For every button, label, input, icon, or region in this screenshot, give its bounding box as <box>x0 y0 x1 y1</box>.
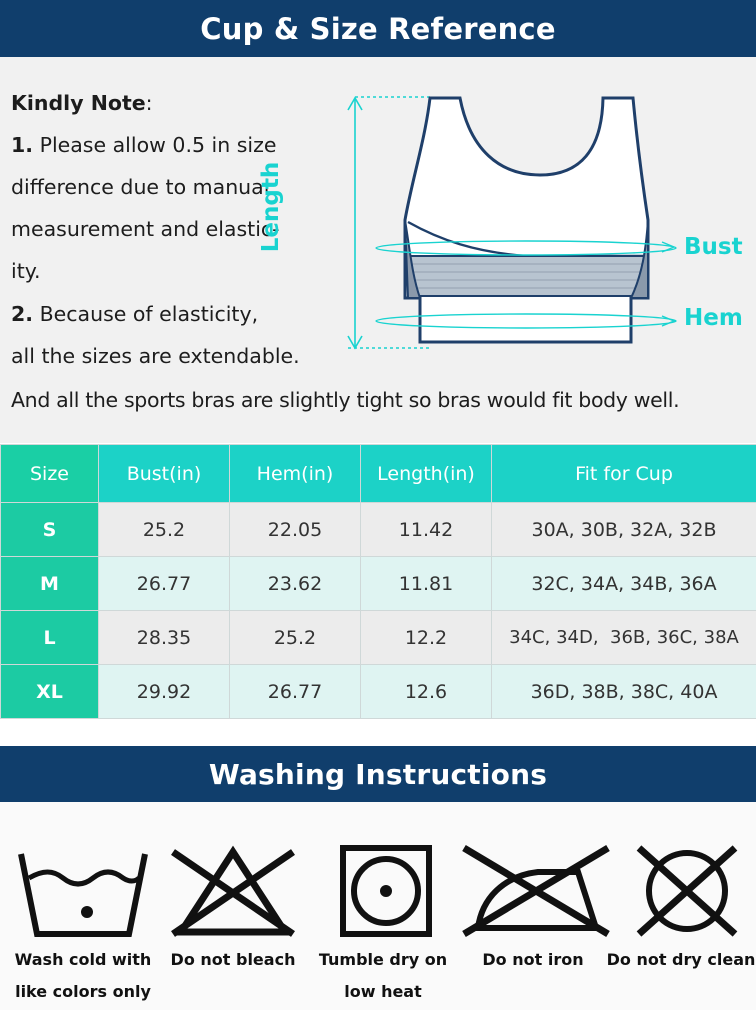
no-iron-label: Do not iron <box>482 950 584 969</box>
washing-title: Washing Instructions <box>208 757 548 791</box>
hem-cell: 26.77 <box>230 665 361 719</box>
size-cell: M <box>1 557 99 611</box>
note-line-4: ity. <box>11 259 41 283</box>
hem-cell: 22.05 <box>230 503 361 557</box>
wash-cold-label: Wash cold with like colors only <box>14 950 152 1001</box>
bust-cell: 28.35 <box>99 611 230 665</box>
bust-cell: 29.92 <box>99 665 230 719</box>
size-cell: XL <box>1 665 99 719</box>
note-line-5: 2. Because of elasticity, <box>11 302 259 326</box>
wash-item <box>308 842 458 938</box>
length-cell: 11.81 <box>361 557 492 611</box>
note-line-3: measurement and elastic- <box>11 217 280 241</box>
note-heading: Kindly Note: <box>11 91 153 115</box>
no-iron-icon <box>458 842 613 938</box>
table-row <box>1 665 756 719</box>
page-title-banner <box>0 0 756 57</box>
no-bleach-label: Do not bleach <box>170 950 296 969</box>
washing-banner <box>0 746 756 802</box>
no-dry-clean-label: Do not dry clean <box>606 950 756 969</box>
note-line-7: And all the sports bras are slightly tight so bras would fit body well. <box>11 388 680 412</box>
wash-item <box>612 842 756 938</box>
size-cell: L <box>1 611 99 665</box>
wash-item <box>8 842 158 938</box>
cup-cell: 36D, 38B, 38C, 40A <box>492 665 756 719</box>
cup-cell: 30A, 30B, 32A, 32B <box>492 503 756 557</box>
cup-cell: 32C, 34A, 34B, 36A <box>492 557 756 611</box>
page-title: Cup & Size Reference <box>200 11 556 46</box>
table-row <box>1 557 756 611</box>
header-hem: Hem(in) <box>230 445 361 503</box>
bra-band <box>408 256 648 296</box>
size-cell: S <box>1 503 99 557</box>
bra-diagram <box>300 80 680 360</box>
hem-cell: 23.62 <box>230 557 361 611</box>
note-line-1: 1. Please allow 0.5 in size <box>11 133 277 157</box>
no-dry-clean-icon <box>617 842 756 938</box>
table-header-row <box>1 445 756 503</box>
header-size: Size <box>1 445 99 503</box>
note-line-6: all the sizes are extendable. <box>11 344 300 368</box>
cup-cell: 34C, 34D, 36B, 36C, 38A <box>492 611 756 665</box>
tumble-dry-low-icon <box>313 842 453 938</box>
hem-label: Hem <box>684 305 743 331</box>
header-length: Length(in) <box>361 445 492 503</box>
header-bust: Bust(in) <box>99 445 230 503</box>
header-fit-for-cup: Fit for Cup <box>492 445 756 503</box>
bust-cell: 26.77 <box>99 557 230 611</box>
tumble-dry-label: Tumble dry on low heat <box>318 950 448 1001</box>
length-cell: 12.6 <box>361 665 492 719</box>
wash-cold-icon <box>13 842 153 938</box>
bust-cell: 25.2 <box>99 503 230 557</box>
table-row <box>1 611 756 665</box>
bra-outline <box>405 98 648 342</box>
length-label: Length <box>258 161 284 253</box>
no-bleach-icon <box>163 842 303 938</box>
wash-item <box>158 842 308 938</box>
size-table <box>0 444 756 719</box>
bust-label: Bust <box>684 234 743 260</box>
wash-item <box>458 842 608 938</box>
length-cell: 12.2 <box>361 611 492 665</box>
table-row <box>1 503 756 557</box>
length-cell: 11.42 <box>361 503 492 557</box>
hem-cell: 25.2 <box>230 611 361 665</box>
note-line-2: difference due to manual <box>11 175 270 199</box>
